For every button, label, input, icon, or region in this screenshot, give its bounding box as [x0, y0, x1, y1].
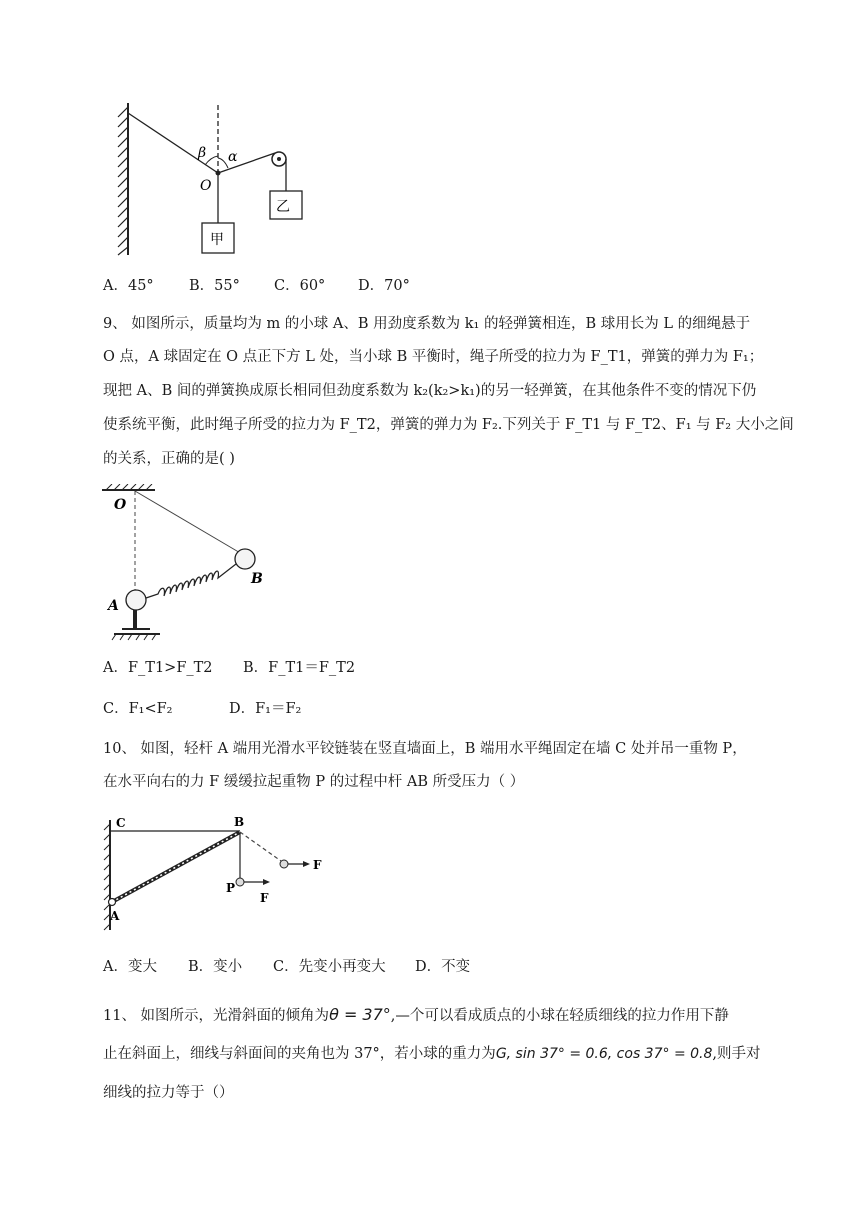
q9-line-3: 现把 A、B 间的弹簧换成原长相同但劲度系数为 k₂(k₂>k₁)的另一轻弹簧，在其他条件不变的情况下仍: [103, 383, 757, 399]
q8-option-d: D．70°: [358, 278, 410, 294]
q9-label-a: A: [108, 598, 119, 614]
q9-label-b: B: [251, 571, 263, 587]
q9-option-d: D．F₁＝F₂: [229, 701, 302, 717]
q8-figure: [110, 95, 320, 265]
q11-formula-theta: θ = 37°: [329, 1005, 391, 1024]
q8-option-b: B．55°: [189, 278, 240, 294]
q8-options: [103, 276, 410, 296]
q9-option-b: B．F_T1＝F_T2: [243, 660, 356, 676]
q9-line-4: 使系统平衡，此时绳子所受的拉力为 F_T2，弹簧的弹力为 F₂.下列关于 F_T1 与 F_T2、F₁ 与 F₂ 大小之间: [103, 417, 794, 433]
q10-option-d: D．不变: [415, 959, 471, 975]
q9-options-row-1: [103, 658, 355, 678]
q11-line-2: [103, 1044, 761, 1064]
q9-options-row-2: [103, 699, 301, 719]
q9-line-5: 的关系，正确的是( ): [103, 451, 235, 467]
q9-line-1: 9、 如图所示，质量均为 m 的小球 A、B 用劲度系数为 k₁ 的轻弹簧相连，B 球用长为 L 的细绳悬于: [103, 316, 751, 332]
q10-label-a: A: [110, 909, 120, 923]
q10-option-c: C．先变小再变大: [273, 959, 386, 975]
q9-line-2: O 点，A 球固定在 O 点正下方 L 处，当小球 B 平衡时，绳子所受的拉力为 F_T1，弹簧的弹力为 F₁；: [103, 349, 764, 365]
q11-formula-g: G, sin 37° = 0.6, cos 37° = 0.8: [495, 1046, 713, 1062]
q9-option-a: A．F_T1>F_T2: [103, 660, 213, 676]
q8-label-o: O: [200, 178, 212, 194]
q8-box-yi: 乙: [276, 199, 290, 215]
q8-option-a: A．45°: [103, 278, 154, 294]
q11-line-3: 细线的拉力等于（）: [103, 1085, 234, 1101]
q10-options: [103, 957, 470, 977]
q10-label-f1: F: [260, 891, 269, 905]
q10-label-b: B: [234, 815, 245, 829]
q9-option-c: C．F₁<F₂: [103, 701, 173, 717]
q10-line-2: 在水平向右的力 F 缓缓拉起重物 P 的过程中杆 AB 所受压力（ ）: [103, 774, 525, 790]
q10-label-c: C: [116, 816, 126, 830]
q10-option-b: B．变小: [188, 959, 243, 975]
q10-label-p: P: [226, 881, 236, 895]
q11-line-1-pre: 11、 如图所示，光滑斜面的倾角为: [103, 1008, 330, 1024]
q9-label-o: O: [114, 497, 127, 513]
q11-line-2-pre: 止在斜面上，细线与斜面间的夹角也为 37°，若小球的重力为: [103, 1046, 496, 1062]
q11-line-1-post: ,—个可以看成质点的小球在轻质细线的拉力作用下静: [390, 1008, 729, 1024]
q9-figure: [100, 484, 275, 644]
q10-option-a: A．变大: [103, 959, 157, 975]
q8-box-jia: 甲: [210, 232, 224, 248]
q10-label-f2: F: [313, 858, 322, 872]
q8-label-beta: β: [198, 145, 207, 161]
q11-line-2-post: ,则手对: [712, 1046, 761, 1062]
q8-label-alpha: α: [228, 149, 238, 165]
q10-figure: [100, 812, 340, 937]
q10-line-1: 10、 如图，轻杆 A 端用光滑水平铰链装在竖直墙面上，B 端用水平绳固定在墙 C 处并吊一重物 P，: [103, 741, 747, 757]
q11-line-1: [103, 1005, 729, 1026]
q8-option-c: C．60°: [274, 278, 326, 294]
